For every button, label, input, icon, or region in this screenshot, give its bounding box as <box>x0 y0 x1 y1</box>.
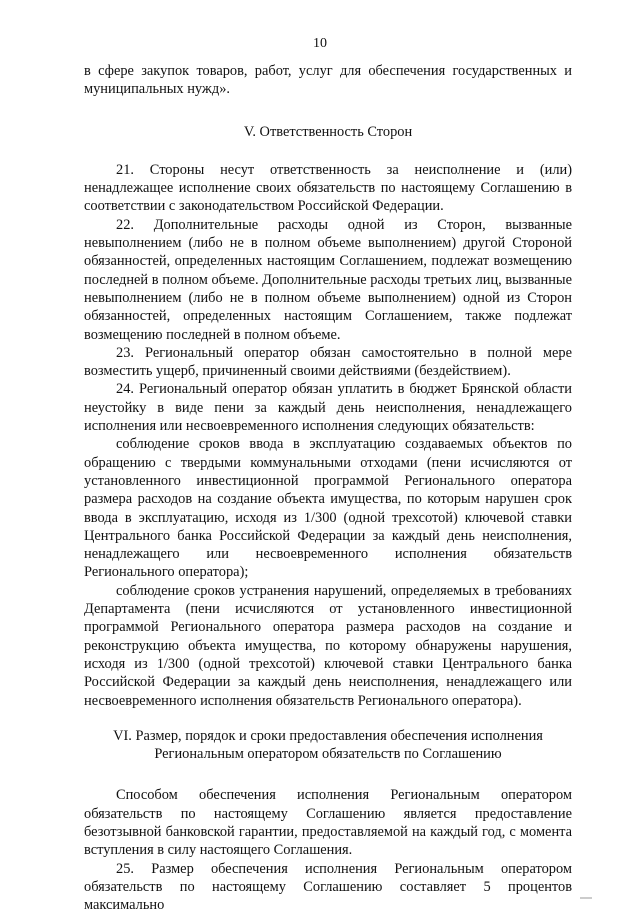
paragraph-25: 25. Размер обеспечения исполнения Региональным оператором обязательств по настоящему Соглашению составляет 5 процентов максимально <box>84 860 572 914</box>
scan-mark <box>580 897 592 899</box>
page-number: 10 <box>313 36 327 51</box>
paragraph-22: 22. Дополнительные расходы одной из Сторон, вызванные невыполнением (либо не в полном объеме выполнением) другой Стороной обязанностей, определенных настоящим Соглашением, подлежат возмещению последней в полном объеме. Дополнительные расходы третьих лиц, вызванные невыполнением (либо не в полном объеме выполнением) одной из Сторон обязанностей, определенных настоящим Соглашением, также подлежат возмещению последней в полном объеме. <box>84 216 572 343</box>
paragraph-24-item-2: соблюдение сроков устранения нарушений, определяемых в требованиях Департамента (пени исчисляются от установленного инвестиционной программой Регионального оператора размера расходов на создание и реконструкцию объекта имущества, по которому обнаружены нарушения, исходя из 1/300 (одной трехсотой) ключевой ставки Центрального банка Российской Федерации за каждый день неисполнения, ненадлежащего или несвоевременного исполнения обязательств Регионального оператора). <box>84 582 572 709</box>
section-heading-security-line2: Региональным оператором обязательств по Соглашению <box>154 746 502 763</box>
paragraph-24: 24. Региональный оператор обязан уплатить в бюджет Брянской области неустойку в виде пени за каждый день неисполнения, ненадлежащего исполнения или несвоевременного исполнения следующих обязательств: <box>84 381 572 435</box>
paragraph-continuation: в сфере закупок товаров, работ, услуг для обеспечения государственных и муниципальных нужд». <box>84 63 572 98</box>
paragraph-21: 21. Стороны несут ответственность за неисполнение и (или) ненадлежащее исполнение своих обязательств по настоящему Соглашению в соответствии с законодательством Российской Федерации. <box>84 161 572 215</box>
document-body <box>84 62 572 914</box>
section-heading-security-line1: VI. Размер, порядок и сроки предоставления обеспечения исполнения <box>113 727 543 744</box>
section-heading-responsibility: V. Ответственность Сторон <box>243 123 413 140</box>
section-heading-security <box>84 727 572 764</box>
paragraph-security-method: Способом обеспечения исполнения Региональным оператором обязательств по настоящему Соглашению является предоставление безотзывной банковской гарантии, предоставляемой на каждый год, с момента вступления в силу настоящего Соглашения. <box>84 787 572 859</box>
paragraph-24-item-1: соблюдение сроков ввода в эксплуатацию создаваемых объектов по обращению с твердыми коммунальными отходами (пени исчисляются от установленного инвестиционной программой Регионального оператора размера расходов на создание объекта имущества, по которым нарушен срок ввода в эксплуатацию, исходя из 1/300 (одной трехсотой) ключевой ставки Центрального банка Российской Федерации за каждый день неисполнения, ненадлежащего или несвоевременного исполнения обязательств Регионального оператора); <box>84 436 572 581</box>
paragraph-23: 23. Региональный оператор обязан самостоятельно в полной мере возместить ущерб, причиненный своими действиями (бездействием). <box>84 344 572 380</box>
